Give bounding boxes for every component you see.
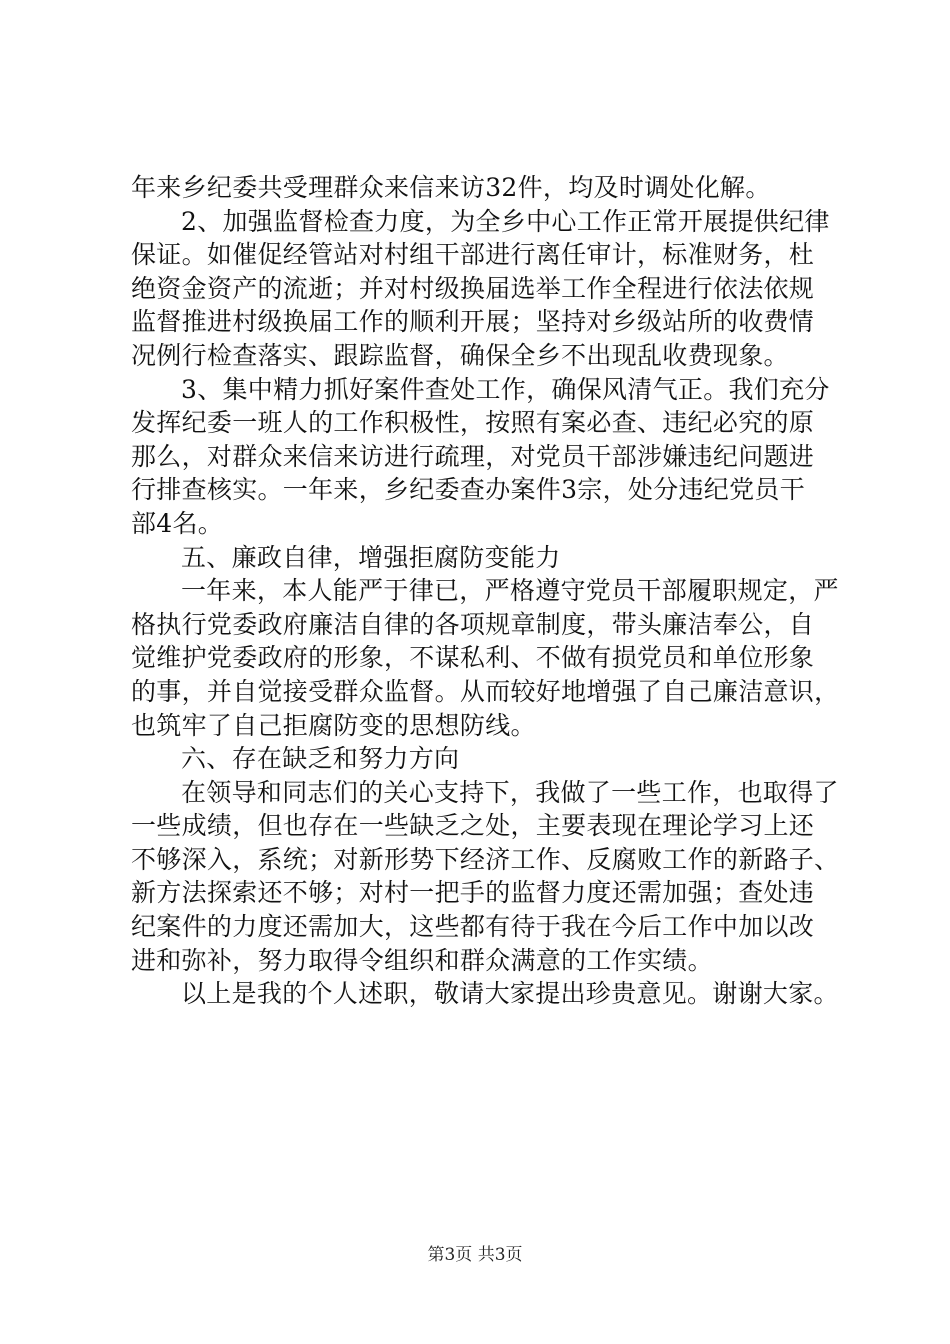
text-line: 纪案件的力度还需加大，这些都有待于我在今后工作中加以改	[131, 912, 815, 942]
section-heading: 六、存在缺乏和努力方向	[181, 744, 460, 774]
text-line: 绝资金资产的流逝；并对村级换届选举工作全程进行依法依规	[131, 273, 815, 303]
text-line: 进和弥补，努力取得令组织和群众满意的工作实绩。	[131, 945, 713, 975]
text-line: 保证。如催促经管站对村组干部进行离任审计，标准财务，杜	[131, 240, 815, 270]
paragraph-start-line: 在领导和同志们的关心支持下，我做了一些工作，也取得了	[181, 777, 839, 807]
text-line: 的事，并自觉接受群众监督。从而较好地增强了自己廉洁意识，	[131, 676, 840, 706]
paragraph-start-line: 2、加强监督检查力度，为全乡中心工作正常开展提供纪律	[181, 206, 830, 236]
text-line: 觉维护党委政府的形象，不谋私利、不做有损党员和单位形象	[131, 643, 815, 673]
text-line: 一些成绩，但也存在一些缺乏之处，主要表现在理论学习上还	[131, 811, 815, 841]
text-line: 部4名。	[131, 508, 224, 538]
text-line: 发挥纪委一班人的工作积极性，按照有案必查、违纪必究的原	[131, 408, 815, 438]
text-line: 格执行党委政府廉洁自律的各项规章制度，带头廉洁奉公，自	[131, 609, 815, 639]
text-line: 行排查核实。一年来，乡纪委查办案件3宗，处分违纪党员干	[131, 475, 806, 505]
paragraph-start-line: 一年来，本人能严于律已，严格遵守党员干部履职规定，严	[181, 576, 839, 606]
paragraph-start-line: 3、集中精力抓好案件查处工作，确保风清气正。我们充分	[181, 374, 830, 404]
text-line: 那么，对群众来信来访进行疏理，对党员干部涉嫌违纪问题进	[131, 441, 815, 471]
text-line: 不够深入，系统；对新形势下经济工作、反腐败工作的新路子、	[131, 844, 840, 874]
page-footer	[0, 1244, 950, 1266]
text-line: 也筑牢了自己拒腐防变的思想防线。	[131, 710, 536, 740]
page-number-label: 第3页 共3页	[427, 1245, 523, 1265]
section-heading: 五、廉政自律，增强拒腐防变能力	[181, 542, 561, 572]
document-body	[131, 171, 851, 1011]
text-line: 年来乡纪委共受理群众来信来访32件，均及时调处化解。	[131, 173, 771, 202]
text-line: 监督推进村级换届工作的顺利开展；坚持对乡级站所的收费情	[131, 307, 815, 337]
text-line: 况例行检查落实、跟踪监督，确保全乡不出现乱收费现象。	[131, 340, 789, 370]
text-line: 新方法探索还不够；对村一把手的监督力度还需加强；查处违	[131, 878, 815, 908]
paragraph-start-line: 以上是我的个人述职，敬请大家提出珍贵意见。谢谢大家。	[181, 979, 839, 1009]
